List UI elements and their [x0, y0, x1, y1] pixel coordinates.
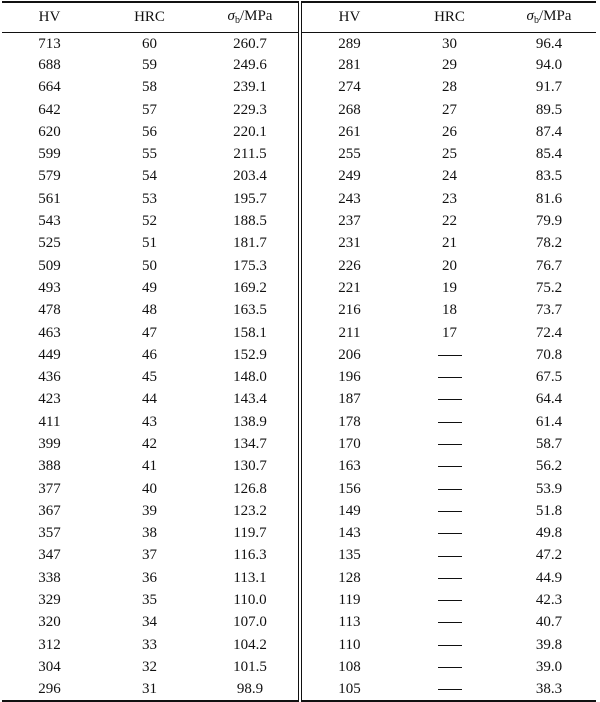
no-value-dash [438, 377, 462, 378]
cell-hv-right: 128 [338, 569, 361, 586]
cell-hrc-right [397, 679, 502, 701]
cell-hv-right: 231 [338, 235, 361, 252]
cell-hv-right: 105 [300, 679, 397, 701]
cell-hv-left: 377 [38, 480, 61, 497]
cell-hrc-left: 42 [142, 435, 157, 452]
cell-hrc-right: 29 [442, 56, 457, 73]
cell-tensile-strength-left: 152.9 [202, 344, 300, 366]
cell-tensile-strength-left: 126.8 [202, 478, 300, 500]
cell-tensile-strength-left: 113.1 [202, 567, 300, 589]
cell-hrc-right [397, 612, 502, 634]
cell-tensile-strength-left: 138.9 [202, 411, 300, 433]
table-row [2, 143, 596, 165]
table-row [2, 54, 596, 76]
cell-hrc-left: 37 [142, 547, 157, 564]
no-value-dash [438, 466, 462, 467]
cell-hv-right: 156 [338, 480, 361, 497]
cell-hv-left: 463 [38, 324, 61, 341]
cell-hv-left: 320 [38, 614, 61, 631]
header-row [2, 2, 596, 32]
cell-hrc-left: 55 [142, 146, 157, 163]
cell-hrc-right: 23 [442, 190, 457, 207]
cell-tensile-strength-right: 78.2 [535, 235, 563, 252]
cell-tensile-strength-right: 73.7 [535, 302, 563, 319]
table-row [2, 300, 596, 322]
table-row [2, 456, 596, 478]
cell-hv-right: 249 [338, 168, 361, 185]
table-row [2, 634, 596, 656]
cell-tensile-strength-left: 229.3 [202, 99, 300, 121]
cell-hv-right: 170 [338, 435, 361, 452]
table-row [2, 679, 596, 701]
header-hv-left: HV [2, 2, 97, 32]
cell-hrc-right [397, 567, 502, 589]
cell-tensile-strength-left: 220.1 [202, 121, 300, 143]
table-row [2, 523, 596, 545]
table-row [2, 322, 596, 344]
cell-hrc-right: 20 [442, 257, 457, 274]
cell-hv-right: 268 [338, 101, 361, 118]
sigma-symbol: σ [227, 7, 235, 24]
table-row [2, 77, 596, 99]
cell-hv-left: 423 [38, 391, 61, 408]
cell-hrc-left: 44 [142, 391, 157, 408]
cell-hrc-left: 54 [142, 168, 157, 185]
cell-hv-left: 388 [38, 458, 61, 475]
cell-hv-left: 478 [38, 302, 61, 319]
table-row [2, 344, 596, 366]
cell-tensile-strength-right: 70.8 [535, 346, 563, 363]
table-row [2, 233, 596, 255]
cell-tensile-strength-right: 94.0 [535, 56, 563, 73]
table-row [2, 366, 596, 388]
cell-hrc-left: 31 [97, 679, 202, 701]
cell-hrc-left: 51 [142, 235, 157, 252]
cell-hrc-left: 38 [142, 525, 157, 542]
cell-hrc-right: 27 [442, 101, 457, 118]
table-row [2, 277, 596, 299]
sigma-subscript: b [234, 14, 240, 26]
cell-hv-left: 399 [38, 435, 61, 452]
no-value-dash [438, 667, 462, 668]
header-tensile-strength-left [202, 2, 300, 32]
cell-hrc-right [397, 411, 502, 433]
cell-hv-left: 509 [38, 257, 61, 274]
cell-tensile-strength-right: 49.8 [535, 525, 563, 542]
cell-tensile-strength-right: 75.2 [535, 279, 563, 296]
cell-tensile-strength-right: 47.2 [535, 547, 563, 564]
cell-hv-right: 163 [338, 458, 361, 475]
no-value-dash [438, 422, 462, 423]
cell-hv-left: 357 [38, 525, 61, 542]
table-header [2, 2, 596, 32]
cell-hv-left: 436 [38, 369, 61, 386]
cell-hv-left: 329 [38, 592, 61, 609]
cell-tensile-strength-left: 148.0 [202, 366, 300, 388]
cell-hv-left: 713 [38, 35, 61, 52]
cell-hrc-right: 22 [442, 213, 457, 230]
cell-tensile-strength-left: 188.5 [202, 210, 300, 232]
no-value-dash [438, 399, 462, 400]
cell-hrc-left: 47 [142, 324, 157, 341]
cell-hv-right: 221 [338, 279, 361, 296]
cell-hv-right: 108 [338, 658, 361, 675]
cell-hrc-right [397, 344, 502, 366]
table-row [2, 545, 596, 567]
cell-hv-left: 579 [38, 168, 61, 185]
no-value-dash [438, 578, 462, 579]
cell-hrc-left: 41 [142, 458, 157, 475]
cell-hv-left: 664 [38, 79, 61, 96]
header-tensile-strength-right [502, 2, 596, 32]
cell-hv-left: 312 [38, 636, 61, 653]
cell-hrc-right [397, 366, 502, 388]
cell-hv-right: 178 [338, 413, 361, 430]
cell-tensile-strength-right: 58.7 [535, 435, 563, 452]
no-value-dash [438, 556, 462, 557]
cell-tensile-strength-right: 76.7 [535, 257, 563, 274]
cell-hv-left: 411 [38, 413, 61, 430]
cell-hv-right: 281 [338, 56, 361, 73]
cell-tensile-strength-left: 119.7 [202, 523, 300, 545]
sigma-subscript: b [533, 14, 539, 26]
table-row [2, 433, 596, 455]
hardness-conversion-table-container [2, 1, 596, 697]
cell-tensile-strength-right: 72.4 [535, 324, 563, 341]
cell-hv-right: 255 [338, 146, 361, 163]
table-row [2, 500, 596, 522]
table-row [2, 411, 596, 433]
cell-hrc-left: 56 [142, 123, 157, 140]
cell-hv-left: 525 [38, 235, 61, 252]
cell-hrc-right: 18 [442, 302, 457, 319]
cell-hv-right: 143 [338, 525, 361, 542]
table-body [2, 32, 596, 701]
cell-hrc-right [397, 389, 502, 411]
cell-hv-right: 149 [338, 502, 361, 519]
cell-hrc-left: 52 [142, 213, 157, 230]
cell-tensile-strength-right: 56.2 [535, 458, 563, 475]
cell-hrc-right: 19 [442, 279, 457, 296]
cell-tensile-strength-right: 83.5 [535, 168, 563, 185]
cell-hv-right: 110 [338, 636, 361, 653]
table-row [2, 656, 596, 678]
table-row [2, 166, 596, 188]
cell-hrc-right: 30 [442, 35, 457, 52]
cell-tensile-strength-left: 175.3 [202, 255, 300, 277]
no-value-dash [438, 511, 462, 512]
table-row [2, 589, 596, 611]
cell-hv-right: 274 [338, 79, 361, 96]
cell-hv-right: 226 [338, 257, 361, 274]
cell-tensile-strength-right: 39.0 [535, 658, 563, 675]
cell-tensile-strength-right: 64.4 [535, 391, 563, 408]
cell-hv-left: 543 [38, 213, 61, 230]
cell-hrc-left: 48 [142, 302, 157, 319]
header-hv-right: HV [300, 2, 397, 32]
cell-hrc-left: 53 [142, 190, 157, 207]
cell-tensile-strength-right: 81.6 [535, 190, 563, 207]
cell-hrc-left: 33 [142, 636, 157, 653]
cell-tensile-strength-right: 40.7 [535, 614, 563, 631]
cell-tensile-strength-left: 181.7 [202, 233, 300, 255]
cell-tensile-strength-left: 239.1 [202, 77, 300, 99]
cell-hv-right: 119 [338, 592, 361, 609]
cell-tensile-strength-left: 116.3 [202, 545, 300, 567]
header-hrc-left: HRC [97, 2, 202, 32]
cell-tensile-strength-left: 143.4 [202, 389, 300, 411]
cell-tensile-strength-left: 163.5 [202, 300, 300, 322]
cell-tensile-strength-right: 87.4 [535, 123, 563, 140]
cell-hv-left: 347 [38, 547, 61, 564]
cell-tensile-strength-left: 101.5 [202, 656, 300, 678]
cell-tensile-strength-left: 249.6 [202, 54, 300, 76]
table-row [2, 389, 596, 411]
cell-hrc-left: 39 [142, 502, 157, 519]
cell-tensile-strength-right: 91.7 [535, 79, 563, 96]
cell-hrc-right [397, 433, 502, 455]
cell-hv-left: 296 [2, 679, 97, 701]
table-row [2, 32, 596, 54]
cell-tensile-strength-left: 130.7 [202, 456, 300, 478]
table-row [2, 255, 596, 277]
sigma-unit: /MPa [239, 7, 273, 24]
cell-tensile-strength-right: 39.8 [535, 636, 563, 653]
cell-hrc-left: 59 [142, 56, 157, 73]
cell-hv-left: 642 [38, 101, 61, 118]
no-value-dash [438, 533, 462, 534]
cell-tensile-strength-left: 107.0 [202, 612, 300, 634]
cell-hrc-left: 35 [142, 592, 157, 609]
cell-hv-right: 206 [338, 346, 361, 363]
cell-tensile-strength-left: 211.5 [202, 143, 300, 165]
cell-tensile-strength-left: 110.0 [202, 589, 300, 611]
no-value-dash [438, 355, 462, 356]
cell-hrc-right: 21 [442, 235, 457, 252]
cell-hrc-left: 32 [142, 658, 157, 675]
cell-tensile-strength-left: 158.1 [202, 322, 300, 344]
cell-tensile-strength-right: 89.5 [535, 101, 563, 118]
cell-hv-left: 688 [38, 56, 61, 73]
cell-hv-right: 261 [338, 123, 361, 140]
cell-hrc-right [397, 589, 502, 611]
hardness-conversion-table [2, 1, 596, 702]
cell-hrc-right [397, 478, 502, 500]
sigma-unit: /MPa [538, 7, 572, 24]
cell-hrc-right [397, 545, 502, 567]
cell-hv-left: 493 [38, 279, 61, 296]
cell-hrc-left: 58 [142, 79, 157, 96]
cell-hrc-right [397, 500, 502, 522]
table-row [2, 567, 596, 589]
cell-hrc-right [397, 523, 502, 545]
cell-hrc-left: 43 [142, 413, 157, 430]
cell-hrc-right [397, 634, 502, 656]
no-value-dash [438, 645, 462, 646]
cell-hv-right: 135 [338, 547, 361, 564]
cell-hrc-left: 60 [142, 35, 157, 52]
cell-hrc-right: 28 [442, 79, 457, 96]
no-value-dash [438, 444, 462, 445]
table-row [2, 210, 596, 232]
cell-tensile-strength-right: 51.8 [535, 502, 563, 519]
cell-hv-right: 243 [338, 190, 361, 207]
cell-tensile-strength-left: 98.9 [202, 679, 300, 701]
table-row [2, 612, 596, 634]
cell-hrc-left: 34 [142, 614, 157, 631]
cell-hv-right: 113 [338, 614, 361, 631]
cell-tensile-strength-left: 123.2 [202, 500, 300, 522]
no-value-dash [438, 489, 462, 490]
cell-tensile-strength-right: 38.3 [502, 679, 596, 701]
cell-hv-left: 599 [38, 146, 61, 163]
cell-tensile-strength-right: 44.9 [535, 569, 563, 586]
cell-hv-right: 237 [338, 213, 361, 230]
cell-hrc-right [397, 456, 502, 478]
cell-tensile-strength-right: 61.4 [535, 413, 563, 430]
cell-hv-right: 211 [338, 324, 361, 341]
cell-hrc-right [397, 656, 502, 678]
cell-hrc-left: 46 [142, 346, 157, 363]
cell-hv-right: 289 [338, 35, 361, 52]
table-row [2, 478, 596, 500]
table-row [2, 188, 596, 210]
cell-tensile-strength-left: 195.7 [202, 188, 300, 210]
cell-hrc-left: 50 [142, 257, 157, 274]
table-row [2, 121, 596, 143]
cell-hrc-left: 45 [142, 369, 157, 386]
cell-tensile-strength-right: 67.5 [535, 369, 563, 386]
cell-hv-right: 187 [338, 391, 361, 408]
cell-hrc-left: 57 [142, 101, 157, 118]
cell-hv-left: 338 [38, 569, 61, 586]
cell-tensile-strength-right: 42.3 [535, 592, 563, 609]
no-value-dash [438, 622, 462, 623]
cell-hrc-right: 24 [442, 168, 457, 185]
cell-hv-right: 196 [338, 369, 361, 386]
cell-hv-right: 216 [338, 302, 361, 319]
cell-tensile-strength-right: 53.9 [535, 480, 563, 497]
cell-hrc-left: 36 [142, 569, 157, 586]
cell-hrc-right: 26 [442, 123, 457, 140]
sigma-symbol: σ [526, 7, 534, 24]
table-row [2, 99, 596, 121]
cell-hv-left: 367 [38, 502, 61, 519]
no-value-dash [438, 600, 462, 601]
cell-tensile-strength-left: 104.2 [202, 634, 300, 656]
cell-tensile-strength-left: 260.7 [202, 32, 300, 54]
cell-hrc-right: 17 [442, 324, 457, 341]
cell-tensile-strength-right: 79.9 [535, 213, 563, 230]
cell-hv-left: 561 [38, 190, 61, 207]
cell-hrc-right: 25 [442, 146, 457, 163]
cell-hv-left: 449 [38, 346, 61, 363]
cell-hv-left: 304 [38, 658, 61, 675]
no-value-dash [438, 689, 462, 690]
cell-hv-left: 620 [38, 123, 61, 140]
cell-hrc-left: 49 [142, 279, 157, 296]
cell-tensile-strength-left: 203.4 [202, 166, 300, 188]
cell-hrc-left: 40 [142, 480, 157, 497]
header-hrc-right: HRC [397, 2, 502, 32]
cell-tensile-strength-left: 169.2 [202, 277, 300, 299]
cell-tensile-strength-right: 96.4 [535, 35, 563, 52]
cell-tensile-strength-right: 85.4 [535, 146, 563, 163]
cell-tensile-strength-left: 134.7 [202, 433, 300, 455]
